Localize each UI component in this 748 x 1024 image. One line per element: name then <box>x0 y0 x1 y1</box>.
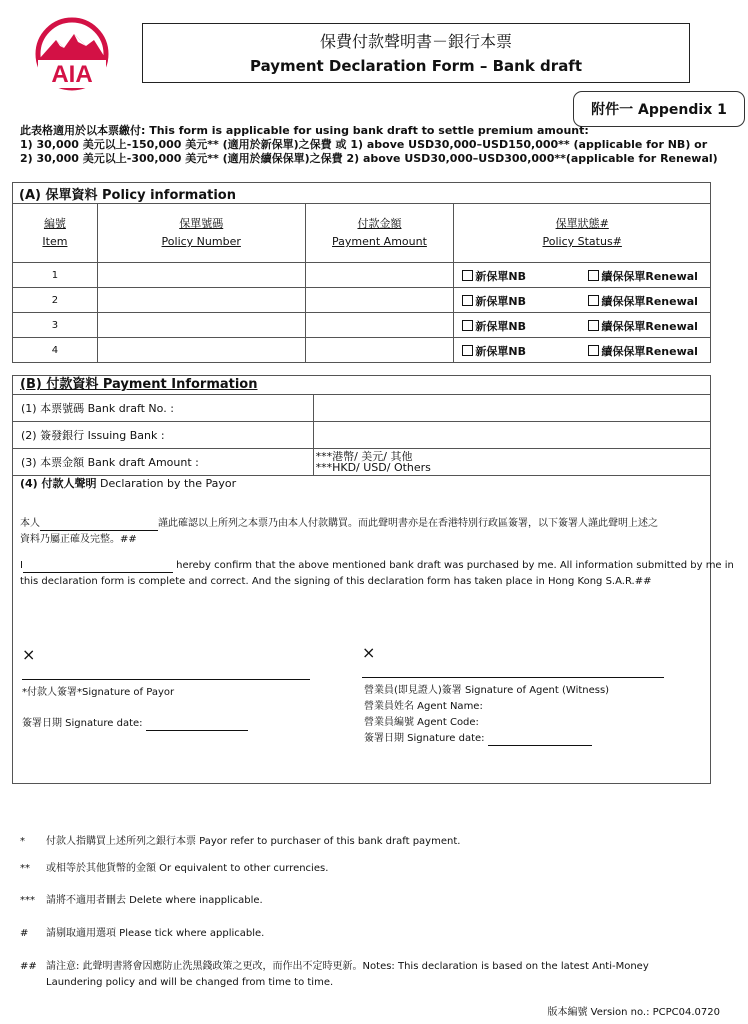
section-b-title: (B) 付款資料 Payment Information <box>20 377 258 392</box>
note-mark: # <box>20 928 29 939</box>
declaration-en-line2: this declaration form is complete and correct. And the signing of this declaration form has taken place in Hong Kong S.A.R.## <box>20 576 652 587</box>
decl-en-prefix: I <box>20 560 23 571</box>
agent-code-label: 營業員編號 Agent Code: <box>364 717 479 728</box>
intro-line-1: 此表格適用於以本票繳付: This form is applicable for using bank draft to settle premium amount: <box>20 124 589 137</box>
payor-declaration-heading <box>20 477 236 491</box>
payment-amount-field[interactable] <box>305 338 454 363</box>
nb-label: 新保單NB <box>475 345 526 358</box>
note-item <box>20 861 720 877</box>
payment-amount-field[interactable] <box>305 263 454 288</box>
intro-line-3: 2) 30,000 美元以上-300,000 美元** (適用於續保保單)之保費 2) above USD30,000–USD300,000**(applicable for Renewal) <box>20 152 718 165</box>
aia-logo <box>34 16 110 96</box>
renewal-label: 續保保單Renewal <box>601 320 698 333</box>
decl-zh-text: 謹此確認以上所列之本票乃由本人付款購買。而此聲明書亦是在香港特別行政區簽署，以下簽署人謹此聲明上述之 <box>158 518 658 529</box>
nb-label: 新保單NB <box>475 320 526 333</box>
policy-number-field[interactable] <box>97 263 305 288</box>
table-row <box>13 313 711 338</box>
col-policy-zh: 保單號碼 <box>179 217 224 230</box>
declaration-zh-line2: 資料乃屬正確及完整。## <box>20 534 137 545</box>
payor-signature-line[interactable] <box>22 679 310 680</box>
decl-en-text: hereby confirm that the above mentioned bank draft was purchased by me. All information submitted by me in <box>172 560 734 571</box>
declaration-zh <box>20 517 710 531</box>
bank-draft-amount-label: (3) 本票金額 Bank draft Amount : <box>13 449 314 476</box>
note-text: 請將不適用者刪去 Delete where inapplicable. <box>46 895 263 906</box>
renewal-label: 續保保單Renewal <box>601 270 698 283</box>
note-text: 請剔取適用選項 Please tick where applicable. <box>46 928 265 939</box>
form-title-box <box>142 23 690 83</box>
col-item-header <box>13 204 98 263</box>
renewal-option[interactable] <box>588 318 698 334</box>
col-status-zh: 保單狀態# <box>555 217 609 230</box>
policy-number-field[interactable] <box>97 288 305 313</box>
policy-status-cell <box>454 288 711 313</box>
version-number: 版本編號 Version no.: PCPC04.0720 <box>547 1007 720 1018</box>
note-item <box>20 834 720 850</box>
issuing-bank-label: (2) 簽發銀行 Issuing Bank : <box>13 422 314 449</box>
table-row <box>13 338 711 363</box>
col-amount-header <box>305 204 454 263</box>
note-text: 請注意: 此聲明書將會因應防止洗黑錢政策之更改，而作出不定時更新。Notes: This declaration is based on the latest Anti-Money <box>46 961 649 972</box>
payor-date-field[interactable] <box>146 717 248 731</box>
payor-x-mark-icon: × <box>22 645 36 664</box>
declaration-en <box>20 559 734 573</box>
intro-line-2: 1) 30,000 美元以上-150,000 美元** (適用於新保單)之保費 或 1) above USD30,000–USD150,000** (applicable for NB) or <box>20 138 708 151</box>
policy-info-table <box>12 182 711 363</box>
payment-amount-field[interactable] <box>305 313 454 338</box>
section-a-title: (A) 保單資料 Policy information <box>13 183 711 204</box>
nb-option[interactable] <box>462 293 526 309</box>
col-item-zh: 編號 <box>43 217 66 230</box>
note-mark: * <box>20 836 25 847</box>
payor-date <box>22 717 248 731</box>
bank-draft-no-field[interactable] <box>313 395 710 422</box>
col-status-header <box>454 204 711 263</box>
table-row <box>13 288 711 313</box>
checkbox-icon[interactable] <box>588 345 599 356</box>
issuing-bank-field[interactable] <box>313 422 710 449</box>
payment-info-table <box>12 394 711 476</box>
note-item <box>20 926 720 942</box>
renewal-option[interactable] <box>588 293 698 309</box>
agent-name-label: 營業員姓名 Agent Name: <box>364 701 483 712</box>
payment-amount-field[interactable] <box>305 288 454 313</box>
nb-option[interactable] <box>462 268 526 284</box>
svg-text:AIA: AIA <box>51 61 93 88</box>
table-row <box>13 263 711 288</box>
checkbox-icon[interactable] <box>462 320 473 331</box>
payor-name-blank-zh[interactable] <box>40 517 158 531</box>
payor-declaration-label: (4) 付款人聲明 <box>20 477 97 490</box>
form-title-zh: 保費付款聲明書－銀行本票 <box>319 32 512 51</box>
item-number: 2 <box>13 288 98 313</box>
agent-signature-label: 營業員(即見證人)簽署 Signature of Agent (Witness) <box>364 685 610 696</box>
note-mark: ## <box>20 961 37 972</box>
note-mark: ** <box>20 863 30 874</box>
note-text: Laundering policy and will be changed from time to time. <box>46 977 334 988</box>
nb-option[interactable] <box>462 318 526 334</box>
agent-date-field[interactable] <box>488 732 592 746</box>
note-text: 付款人指購買上述所列之銀行本票 Payor refer to purchaser of this bank draft payment. <box>46 836 461 847</box>
renewal-label: 續保保單Renewal <box>601 295 698 308</box>
note-item <box>20 975 720 991</box>
item-number: 3 <box>13 313 98 338</box>
nb-label: 新保單NB <box>475 295 526 308</box>
payor-signature-label: *付款人簽署*Signature of Payor <box>22 687 175 698</box>
bank-draft-no-label: (1) 本票號碼 Bank draft No. : <box>13 395 314 422</box>
item-number: 1 <box>13 263 98 288</box>
renewal-label: 續保保單Renewal <box>601 345 698 358</box>
renewal-option[interactable] <box>588 343 698 359</box>
col-amount-en: Payment Amount <box>332 235 427 248</box>
item-number: 4 <box>13 338 98 363</box>
checkbox-icon[interactable] <box>462 345 473 356</box>
note-item <box>20 959 720 975</box>
policy-number-field[interactable] <box>97 338 305 363</box>
payor-declaration-label-en: Declaration by the Payor <box>100 477 237 490</box>
col-policy-header <box>97 204 305 263</box>
payor-name-blank-en[interactable] <box>23 559 173 573</box>
checkbox-icon[interactable] <box>462 270 473 281</box>
col-policy-en: Policy Number <box>161 235 241 248</box>
agent-date <box>364 732 592 746</box>
nb-option[interactable] <box>462 343 526 359</box>
decl-zh-prefix: 本人 <box>20 518 40 529</box>
nb-label: 新保單NB <box>475 270 526 283</box>
agent-x-mark-icon: × <box>362 643 376 662</box>
policy-number-field[interactable] <box>97 313 305 338</box>
agent-date-label: 簽署日期 Signature date: <box>364 733 485 744</box>
checkbox-icon[interactable] <box>588 295 599 306</box>
form-title-en: Payment Declaration Form – Bank draft <box>249 57 583 75</box>
agent-signature-line[interactable] <box>362 677 664 678</box>
note-item <box>20 893 720 909</box>
col-status-en: Policy Status# <box>542 235 622 248</box>
policy-status-cell <box>454 313 711 338</box>
policy-status-cell <box>454 338 711 363</box>
checkbox-icon[interactable] <box>462 295 473 306</box>
checkbox-icon[interactable] <box>588 270 599 281</box>
currency-en: ***HKD/ USD/ Others <box>315 461 431 474</box>
checkbox-icon[interactable] <box>588 320 599 331</box>
note-text: 或相等於其他貨幣的金額 Or equivalent to other currencies. <box>46 863 329 874</box>
appendix-badge: 附件一 Appendix 1 <box>573 91 745 127</box>
col-item-en: Item <box>42 235 68 248</box>
bank-draft-amount-field[interactable] <box>313 449 710 476</box>
renewal-option[interactable] <box>588 268 698 284</box>
intro-text <box>20 124 720 166</box>
note-mark: *** <box>20 895 35 906</box>
payor-date-label: 簽署日期 Signature date: <box>22 718 143 729</box>
policy-status-cell <box>454 263 711 288</box>
currency-zh: ***港幣/ 美元/ 其他 <box>315 450 413 463</box>
col-amount-zh: 付款金額 <box>357 217 402 230</box>
